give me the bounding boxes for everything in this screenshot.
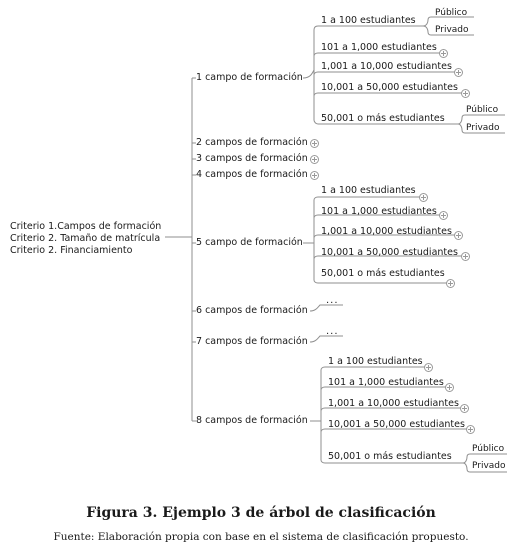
- root-criterion-3: Criterio 2. Financiamiento: [10, 245, 133, 256]
- branch-8-item-4: 10,001 a 50,000 estudiantes: [328, 419, 465, 430]
- branch-8-leaf-privado: Privado: [472, 461, 506, 471]
- figure-title: Figura 3. Ejemplo 3 de árbol de clasificación: [86, 505, 436, 521]
- branch-8-item-3: 1,001 a 10,000 estudiantes: [328, 398, 459, 409]
- plus-circle-icon[interactable]: [446, 279, 455, 288]
- branch-5-item-1: 1 a 100 estudiantes: [321, 185, 416, 196]
- branch-4-label: 4 campos de formación: [196, 169, 308, 180]
- branch-5-item-3: 1,001 a 10,000 estudiantes: [321, 226, 452, 237]
- branch-1-item-3: 1,001 a 10,000 estudiantes: [321, 61, 452, 72]
- branch-1-leaf-privado: Privado: [435, 25, 469, 35]
- branch-2-label: 2 campos de formación: [196, 137, 308, 148]
- plus-circle-icon[interactable]: [439, 49, 448, 58]
- root-criterion-1: Criterio 1.Campos de formación: [10, 221, 162, 232]
- branch-1-item-5: 50,001 o más estudiantes: [321, 113, 445, 124]
- plus-circle-icon[interactable]: [466, 425, 475, 434]
- branch-6-label: 6 campos de formación: [196, 305, 308, 316]
- plus-circle-icon[interactable]: [454, 231, 463, 240]
- branch-5-item-4: 10,001 a 50,000 estudiantes: [321, 247, 458, 258]
- plus-circle-icon[interactable]: [461, 252, 470, 261]
- plus-circle-icon[interactable]: [439, 211, 448, 220]
- branch-8-leaf-publico: Público: [472, 444, 505, 454]
- plus-circle-icon[interactable]: [310, 139, 319, 148]
- branch-5-label: 5 campo de formación: [196, 237, 303, 248]
- branch-8-item-1: 1 a 100 estudiantes: [328, 356, 423, 367]
- branch-8-label: 8 campos de formación: [196, 415, 308, 426]
- branch-3-label: 3 campos de formación: [196, 153, 308, 164]
- branch-1-item-1: 1 a 100 estudiantes: [321, 15, 416, 26]
- branch-6-ellipsis: ...: [326, 295, 339, 306]
- plus-circle-icon[interactable]: [310, 155, 319, 164]
- branch-1-last-leaf-publico: Público: [466, 105, 499, 115]
- branch-7-label: 7 campos de formación: [196, 336, 308, 347]
- branch-1-leaf-publico: Público: [435, 8, 468, 18]
- branch-8-item-5: 50,001 o más estudiantes: [328, 451, 452, 462]
- branch-7-ellipsis: ...: [326, 326, 339, 337]
- plus-circle-icon[interactable]: [419, 193, 428, 202]
- plus-circle-icon[interactable]: [461, 89, 470, 98]
- branch-5-item-5: 50,001 o más estudiantes: [321, 268, 445, 279]
- figure-source: Fuente: Elaboración propia con base en el sistema de clasificación propuesto.: [53, 531, 469, 543]
- branch-5-item-2: 101 a 1,000 estudiantes: [321, 206, 437, 217]
- root-criterion-2: Criterio 2. Tamaño de matrícula: [10, 233, 161, 244]
- plus-circle-icon[interactable]: [454, 68, 463, 77]
- branch-1-label: 1 campo de formación: [196, 72, 303, 83]
- plus-circle-icon[interactable]: [424, 363, 433, 372]
- branch-8-item-2: 101 a 1,000 estudiantes: [328, 377, 444, 388]
- branch-1-item-2: 101 a 1,000 estudiantes: [321, 42, 437, 53]
- branch-1-last-leaf-privado: Privado: [466, 123, 500, 133]
- branch-1-item-4: 10,001 a 50,000 estudiantes: [321, 82, 458, 93]
- plus-circle-icon[interactable]: [310, 171, 319, 180]
- plus-circle-icon[interactable]: [445, 383, 454, 392]
- plus-circle-icon[interactable]: [460, 404, 469, 413]
